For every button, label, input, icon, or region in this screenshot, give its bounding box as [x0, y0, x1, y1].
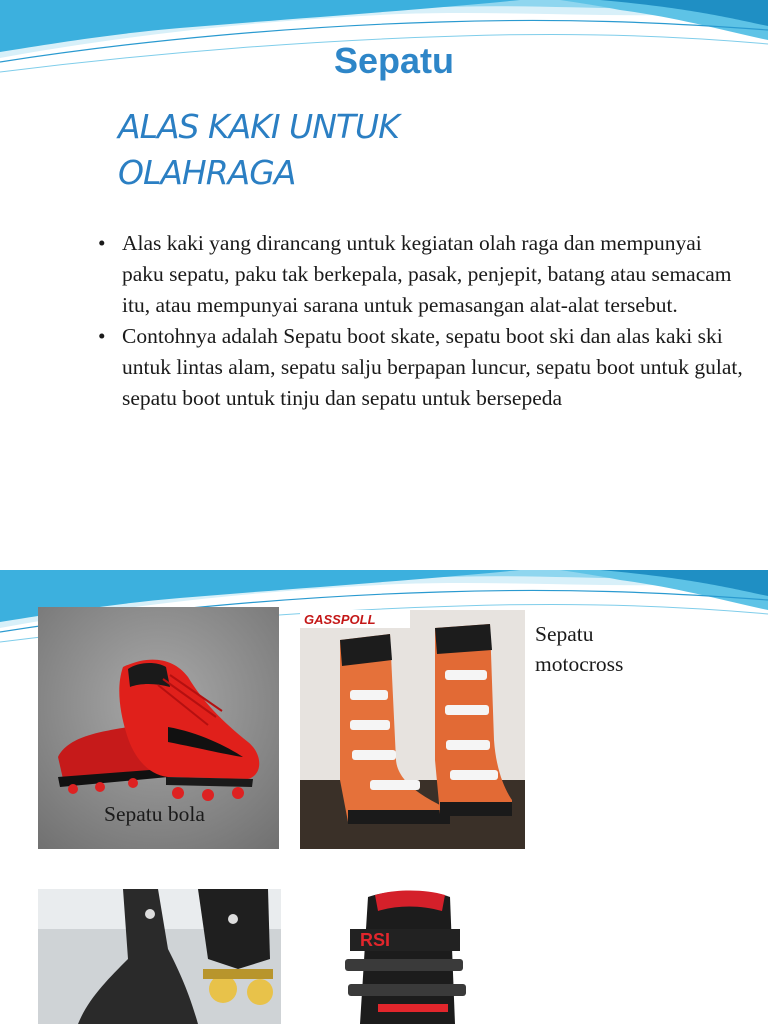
gasspoll-logo-text: GASSPOLL: [304, 612, 376, 627]
slide-subtitle: [118, 104, 558, 196]
caption-motocross-text: Sepatu motocross: [535, 622, 624, 676]
subtitle-line-2: OLAHRAGA: [118, 153, 296, 192]
bullet-item: [98, 228, 748, 321]
inline-skate-photo: [38, 889, 281, 1024]
subtitle-line-1: ALAS KAKI UNTUK: [118, 107, 399, 146]
slide-2: [0, 570, 768, 1024]
slide-title: Sepatu: [333, 40, 455, 81]
svg-text:RSI: RSI: [360, 930, 391, 950]
ski-boot-photo: [320, 889, 552, 1024]
caption-motocross: [535, 619, 685, 679]
bullet-text: Alas kaki yang dirancang untuk kegiatan olah raga dan mempunyai paku sepatu, paku tak berkepala, pasak, penjepit, batang atau semacam itu, atau mempunyai sarana untuk pemasangan alat-alat tersebut.: [122, 231, 732, 317]
bullet-icon: •: [98, 324, 106, 348]
bullet-text: Contohnya adalah Sepatu boot skate, sepatu boot ski dan alas kaki ski untuk lintas alam, sepatu salju berpapan luncur, sepatu boot untuk gulat, sepatu boot untuk tinju dan sepatu untuk bersepeda: [122, 324, 743, 410]
motocross-boots-photo: [300, 610, 525, 849]
bullet-list: [98, 228, 748, 414]
bullet-item: [98, 321, 748, 414]
bullet-icon: •: [98, 231, 106, 255]
caption-soccer: Sepatu bola: [104, 802, 205, 826]
